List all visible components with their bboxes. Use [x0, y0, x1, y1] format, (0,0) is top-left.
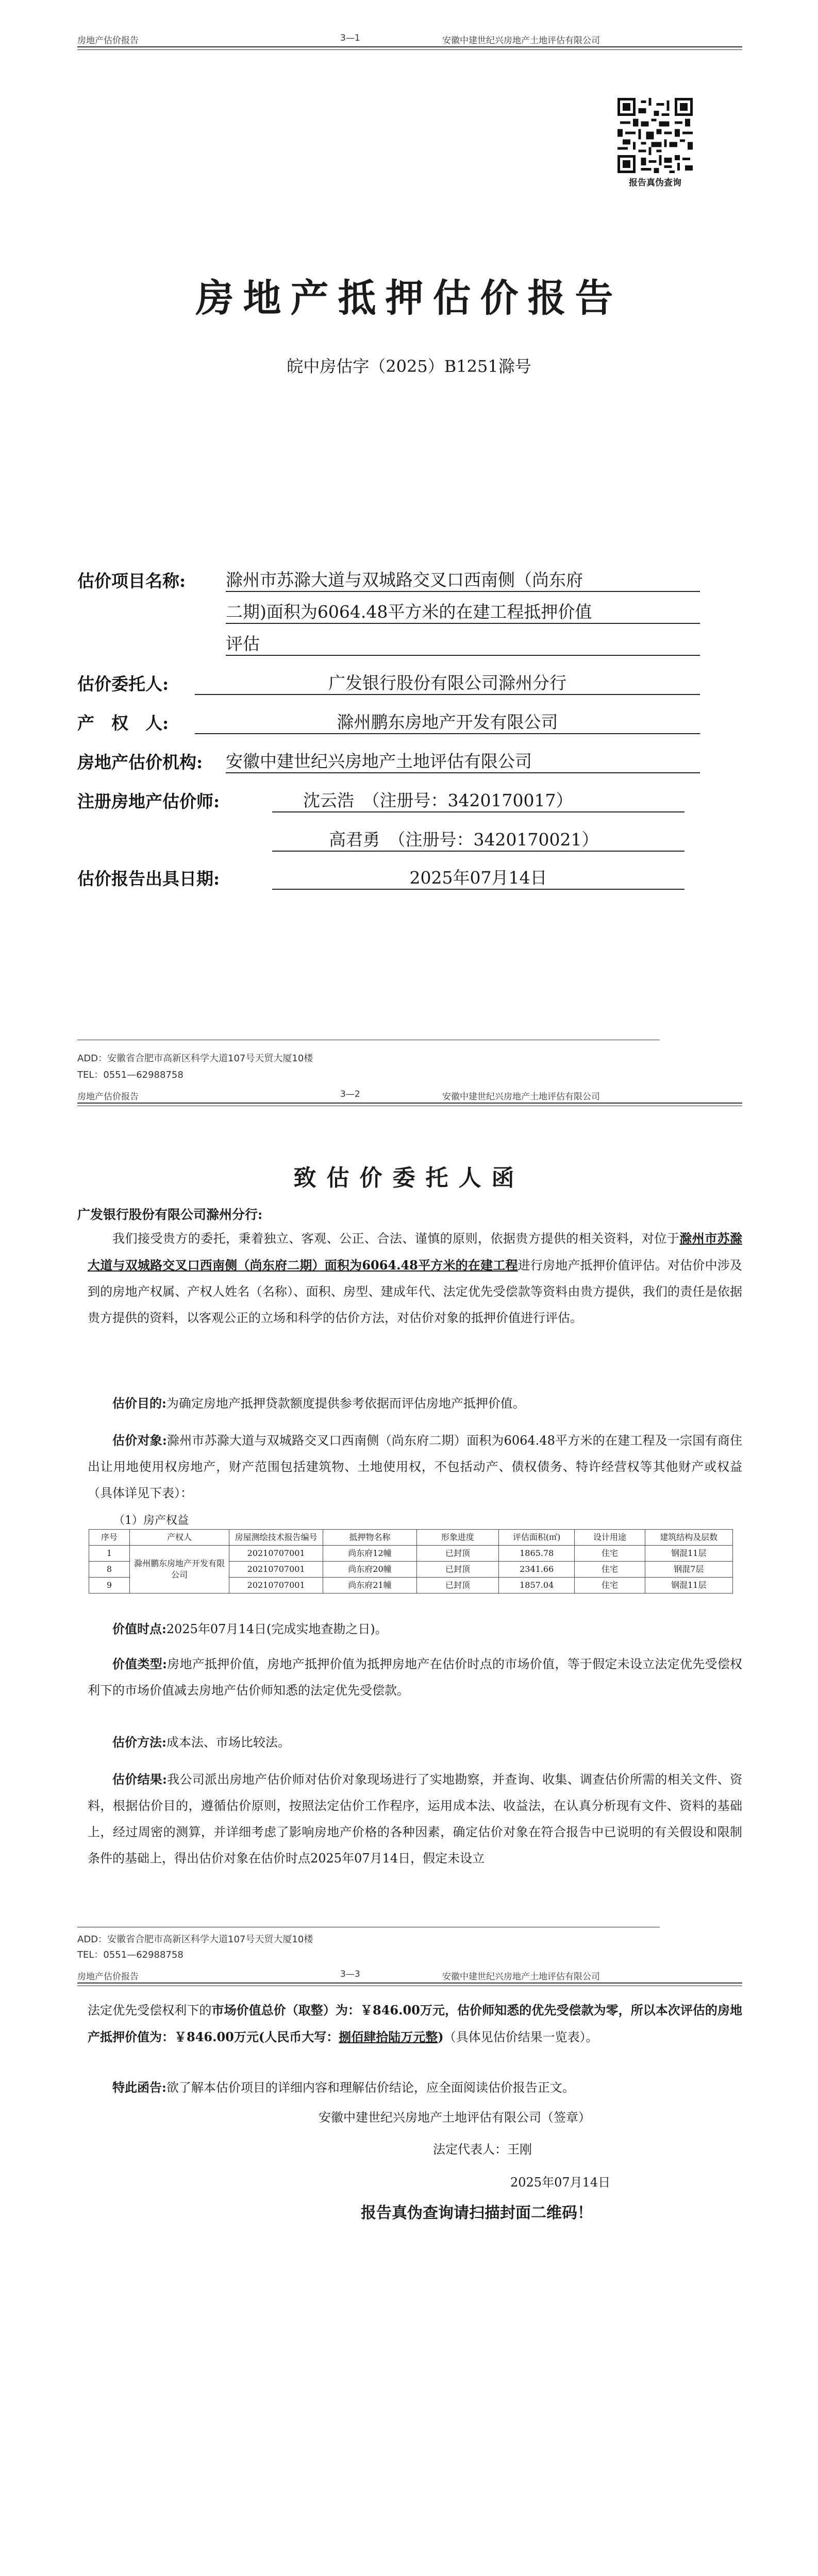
table-header-cell: 序号 — [89, 1530, 130, 1546]
footer-address: ADD：安徽省合肥市高新区科学大道107号天贸大厦10楼 — [77, 1934, 313, 1945]
agency-label: 房地产估价机构: — [77, 752, 203, 772]
appraiser-label: 注册房地产估价师: — [77, 791, 220, 811]
header-right: 安徽中建世纪兴房地产土地评估有限公司 — [442, 1972, 600, 1982]
letter-object: 估价对象:滁州市苏滁大道与双城路交叉口西南侧（尚东府二期）面积为6064.48平方米的在建工程及一宗国有商住出让用地使用权房地产，财产范围包括建筑物、土地使用权，不包括动产、债权债务、特许经营权等其他财产或权益（具体详见下表）： — [88, 1433, 742, 1500]
footer-phone: TEL：0551—62988758 — [77, 1070, 183, 1080]
letter-title: 致估价委托人函 — [293, 1165, 525, 1191]
footer-phone: TEL：0551—62988758 — [77, 1950, 183, 1960]
letter-method: 估价方法:成本法、市场比较法。 — [112, 1735, 290, 1750]
table-cell: 9 — [89, 1578, 130, 1594]
letter-addressee: 广发银行股份有限公司滁州分行: — [77, 1207, 263, 1222]
letter-result: 估价结果:我公司派出房地产估价师对估价对象现场进行了实地勘察，并查询、收集、调查估价所需的相关文件、资料，根据估价目的，遵循估价原则，按照法定估价工作程序，运用成本法、收益法，在认真分析现有文件、资料的基础上，经过周密的测算，并详细考虑了影响房地产价格的各种因素，确定估价对象在符合报告中已说明的有关假设和限制条件的基础上，得出估价对象在估价时点2025年07月14日，假定未设立 — [88, 1772, 743, 1866]
header-page-number: 3—3 — [340, 1969, 360, 1979]
project-name-line2: 二期)面积为6064.48平方米的在建工程抵押价值 — [226, 599, 700, 624]
header-rule-thin — [77, 49, 742, 50]
report-date-label: 估价报告出具日期: — [77, 869, 220, 889]
table-cell: 20210707001 — [229, 1546, 323, 1562]
table-cell: 已封顶 — [416, 1546, 498, 1562]
table-caption: （1）房产权益 — [113, 1514, 189, 1527]
table-cell: 住宅 — [575, 1578, 645, 1594]
signature-date: 2025年07月14日 — [510, 2175, 611, 2190]
table-cell: 尚东府12幢 — [323, 1546, 417, 1562]
report-title: 房地产抵押估价报告 — [195, 276, 623, 320]
table-cell: 8 — [89, 1562, 130, 1578]
table-cell: 住宅 — [575, 1546, 645, 1562]
verify-note: 报告真伪查询请扫描封面二维码！ — [361, 2204, 593, 2222]
table-header-cell: 房屋测绘技术报告编号 — [229, 1530, 323, 1546]
table-header-cell: 建筑结构及层数 — [645, 1530, 732, 1546]
appraiser-1: 沈云浩 （注册号：3420170017） — [272, 787, 685, 812]
header-rule — [77, 46, 742, 47]
report-date-value: 2025年07月14日 — [272, 865, 685, 890]
table-cell: 已封顶 — [416, 1562, 498, 1578]
table-cell: 2341.66 — [498, 1562, 575, 1578]
table-cell: 20210707001 — [229, 1562, 323, 1578]
agency-value: 安徽中建世纪兴房地产土地评估有限公司 — [226, 748, 700, 773]
table-row — [89, 1546, 733, 1562]
letter-value-type: 价值类型:房地产抵押价值，房地产抵押价值为抵押房地产在估价时点的市场价值，等于假定未设立法定优先受偿权利下的市场价值减去房地产估价师知悉的法定优先受偿款。 — [88, 1656, 743, 1698]
table-header-cell: 抵押物名称 — [323, 1530, 417, 1546]
client-label: 估价委托人: — [77, 674, 169, 694]
header-page-number: 3—2 — [340, 1089, 360, 1099]
letter-value-date: 价值时点:2025年07月14日(完成实地查勘之日)。 — [112, 1621, 388, 1636]
table-header-cell: 评估面积(㎡) — [498, 1530, 575, 1546]
report-number: 皖中房估字（2025）B1251滁号 — [287, 357, 531, 376]
header-right: 安徽中建世纪兴房地产土地评估有限公司 — [442, 1092, 600, 1102]
signature-representative: 法定代表人：王刚 — [433, 2142, 532, 2157]
client-value: 广发银行股份有限公司滁州分行 — [195, 670, 700, 695]
letter-subject-underlined: 滁州市苏滁大道与双城路交叉口西南侧（尚东府二期）面积为6064.48平方米的在建工程 — [88, 1231, 742, 1273]
header-left: 房地产估价报告 — [77, 1972, 139, 1982]
project-name-line3: 评估 — [226, 631, 700, 656]
table-cell: 尚东府20幢 — [323, 1562, 417, 1578]
header-left: 房地产估价报告 — [77, 1092, 139, 1102]
appraiser-2: 高君勇 （注册号：3420170021） — [272, 826, 685, 852]
header-page-number: 3—1 — [340, 33, 360, 43]
table-cell: 钢混11层 — [645, 1578, 732, 1594]
table-cell: 20210707001 — [229, 1578, 323, 1594]
header-left: 房地产估价报告 — [77, 36, 139, 46]
table-cell: 钢混11层 — [645, 1546, 732, 1562]
table-cell: 1865.78 — [498, 1546, 575, 1562]
qr-caption: 报告真伪查询 — [629, 178, 681, 188]
owner-value: 滁州鹏东房地产开发有限公司 — [195, 709, 700, 734]
project-name-line1: 滁州市苏滁大道与双城路交叉口西南侧（尚东府 — [226, 567, 700, 592]
table-cell: 尚东府21幢 — [323, 1578, 417, 1594]
footer-address: ADD：安徽省合肥市高新区科学大道107号天贸大厦10楼 — [77, 1053, 313, 1064]
letter-result-continued: 法定优先受偿权利下的市场价值总价（取整）为：￥846.00万元，估价师知悉的优先受偿款为零，所以本次评估的房地产抵押价值为：￥846.00万元(人民币大写：捌佰肆拾陆万元整)（具体见估价结果一览表）。 — [88, 2003, 742, 2044]
table-cell: 已封顶 — [416, 1578, 498, 1594]
property-table — [89, 1529, 733, 1594]
table-cell: 钢混7层 — [645, 1562, 732, 1578]
amount-in-words: 捌佰肆拾陆万元整 — [339, 2029, 438, 2044]
header-right: 安徽中建世纪兴房地产土地评估有限公司 — [442, 36, 600, 46]
table-header-cell: 设计用途 — [575, 1530, 645, 1546]
table-header-cell: 产权人 — [129, 1530, 229, 1546]
letter-paragraph-1: 我们接受贵方的委托，秉着独立、客观、公正、合法、谨慎的原则，依据贵方提供的相关资料，对位于滁州市苏滁大道与双城路交叉口西南侧（尚东府二期）面积为6064.48平方米的在建工程进行房地产抵押价值评估。对估价中涉及到的房地产权属、产权人姓名（名称）、面积、房型、建成年代、法定优先受偿款等资料由贵方提供，我们的责任是依据贵方提供的资料，以客观公正的立场和科学的估价方法，对估价对象的抵押价值进行评估。 — [88, 1231, 742, 1325]
table-cell: 住宅 — [575, 1562, 645, 1578]
qr-code-icon[interactable] — [617, 98, 693, 173]
letter-purpose: 估价目的:为确定房地产抵押贷款额度提供参考依据而评估房地产抵押价值。 — [112, 1396, 525, 1411]
table-header-cell: 形象进度 — [416, 1530, 498, 1546]
header-rule — [77, 1982, 742, 1984]
table-cell: 1857.04 — [498, 1578, 575, 1594]
header-rule — [77, 1103, 742, 1104]
table-cell: 1 — [89, 1546, 130, 1562]
project-name-label: 估价项目名称: — [77, 571, 186, 591]
owner-label: 产 权 人: — [77, 713, 169, 733]
letter-closing: 特此函告:欲了解本估价项目的详细内容和理解估价结论，应全面阅读估价报告正文。 — [112, 2080, 575, 2095]
table-header-row — [89, 1530, 733, 1546]
table-owner-cell: 滁州鹏东房地产开发有限公司 — [129, 1546, 229, 1594]
signature-company: 安徽中建世纪兴房地产土地评估有限公司（签章） — [319, 2110, 591, 2125]
